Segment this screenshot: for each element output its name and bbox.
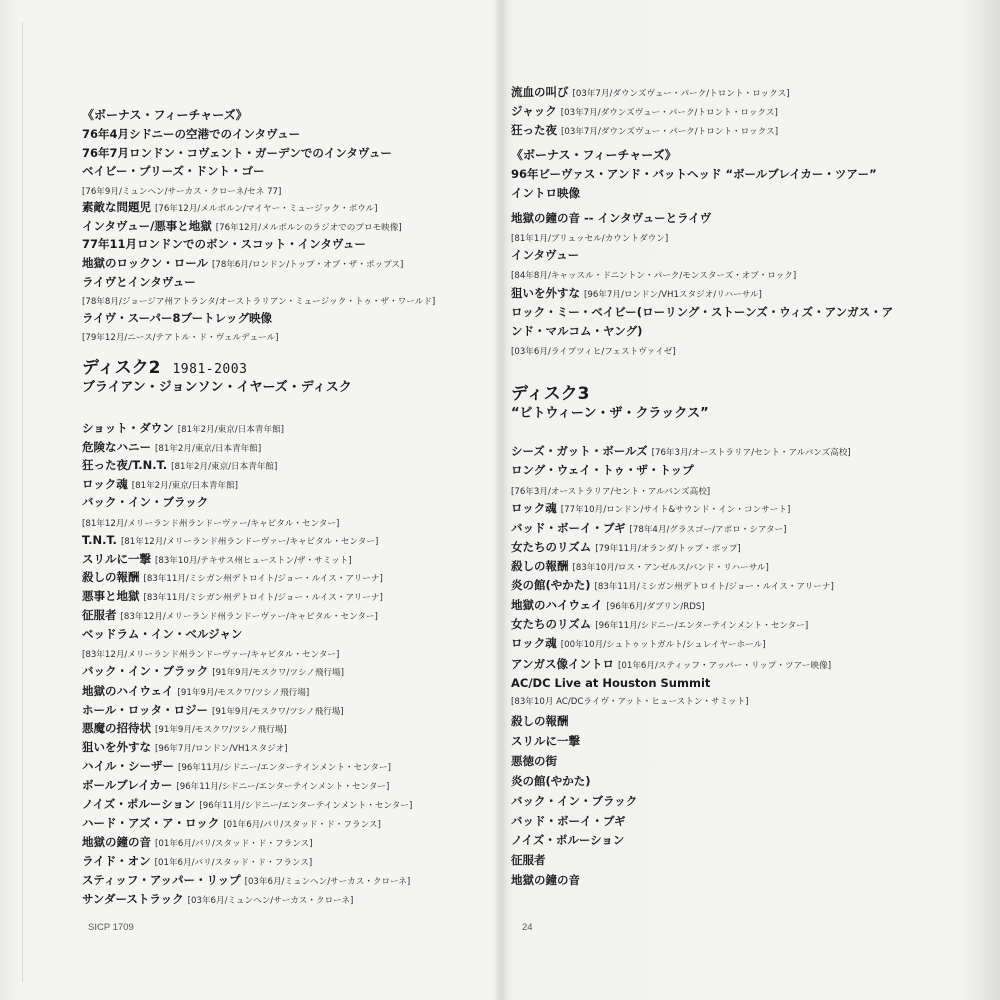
track-line	[511, 443, 851, 461]
track-source: [01年6月/パリ/スタッド・ド・フランス]	[154, 858, 313, 868]
track-title: 危険なハニー	[82, 440, 151, 454]
track-title: バック・イン・ブラック	[511, 794, 638, 808]
track-source: [03年6月/ライプツィヒ/フェストヴァイゼ]	[511, 347, 676, 357]
track-source: [81年2月/東京/日本青年館]	[155, 444, 262, 454]
track-detail-line	[511, 342, 676, 360]
track-source: [03年7月/ダウンズヴュー・パーク/トロント・ロックス]	[561, 127, 779, 137]
track-source: [83年11月/ミシガン州デトロイト/ジョー・ルイス・アリーナ]	[594, 582, 834, 592]
track-source: [91年9月/モスクワ/ツシノ飛行場]	[155, 725, 287, 735]
track-title: アンガス像イントロ	[511, 657, 615, 671]
track-title: ベッドラム・イン・ベルジャン	[82, 627, 243, 641]
track-title: 征服者	[511, 853, 546, 867]
track-title: ロング・ウェイ・トゥ・ザ・トップ	[511, 463, 694, 477]
track-line	[82, 163, 265, 179]
track-line	[82, 607, 378, 625]
track-line	[511, 210, 711, 226]
track-source: [03年7月/ダウンズヴュー・パーク/トロント・ロックス]	[572, 89, 790, 99]
track-line	[511, 285, 762, 303]
track-title: ホール・ロッタ・ロジー	[82, 703, 209, 717]
track-source: [96年6月/ダブリン/RDS]	[606, 602, 705, 612]
track-source: [76年3月/オーストラリア/セント・アルバンズ高校]	[511, 487, 711, 497]
track-title: ロック魂	[511, 636, 557, 650]
track-title: 《ボーナス・フィーチャーズ》	[511, 148, 677, 162]
track-title: インタヴュー	[511, 248, 580, 262]
track-source: [78年4月/グラスゴー/アポロ・シアター]	[629, 525, 787, 535]
track-title: 地獄のハイウェイ	[82, 684, 174, 698]
track-detail-line	[511, 482, 710, 500]
track-line	[82, 236, 366, 252]
track-source: [03年6月/ミュンヘン/サーカス・クローネ]	[244, 877, 411, 887]
track-title: 炎の館(やかた)	[511, 774, 591, 788]
track-source: [81年12月/メリーランド州ランドーヴァー/キャピタル・センター]	[120, 537, 379, 547]
track-line	[511, 500, 790, 518]
track-line	[82, 739, 288, 757]
track-detail-line	[511, 266, 796, 284]
track-line	[82, 872, 410, 890]
track-title: 地獄の鐘の音	[511, 873, 580, 887]
track-detail-line	[82, 182, 281, 200]
track-line	[511, 304, 893, 320]
track-line	[511, 635, 766, 653]
disc3-title: ディスク3	[511, 384, 590, 404]
track-title: 女たちのリズム	[511, 540, 592, 554]
track-title: バック・イン・ブラック	[82, 495, 209, 509]
track-source: [01年6月/パリ/スタッド・ド・フランス]	[155, 839, 313, 849]
track-source: [91年9月/モスクワ/ツシノ飛行場]	[212, 668, 344, 678]
disc3-subtitle: “ビトウィーン・ザ・クラックス”	[511, 406, 709, 421]
track-line	[82, 551, 352, 569]
track-line	[82, 702, 344, 720]
track-title: ノイズ・ポルーション	[511, 833, 625, 847]
track-title: バック・イン・ブラック	[82, 664, 209, 678]
track-source: [83年12月/メリーランド州ランドーヴァー/キャピタル・センター]	[82, 650, 340, 660]
track-line	[511, 713, 569, 729]
track-title: 狙いを外すな	[82, 740, 151, 754]
track-title: ショット・ダウン	[82, 421, 174, 435]
page-number: 24	[522, 922, 533, 933]
track-line	[511, 247, 579, 263]
track-source: [83年11月/ミシガン州デトロイト/ジョー・ルイス・アリーナ]	[143, 593, 383, 603]
track-title: 悪魔の招待状	[82, 721, 151, 735]
track-title: ライヴ・スーパー8ブートレッグ映像	[82, 311, 273, 325]
track-title: ジャック	[511, 104, 557, 118]
track-title: 悪徳の街	[511, 754, 557, 768]
track-title: ライヴとインタヴュー	[82, 275, 196, 289]
track-line	[82, 255, 403, 273]
track-line	[82, 532, 378, 550]
disc2-years: 1981-2003	[172, 362, 248, 377]
track-line	[511, 675, 710, 691]
track-title: 76年7月ロンドン・コヴェント・ガーデンでのインタヴュー	[82, 146, 392, 160]
track-line	[511, 84, 790, 102]
track-title: 狂った夜	[511, 123, 557, 137]
track-source: [01年6月/スティッフ・アッパー・リップ・ツアー映像]	[618, 661, 832, 671]
track-title: 地獄の鐘の音 -- インタヴューとライヴ	[511, 211, 712, 225]
track-title: 殺しの報酬	[82, 570, 140, 584]
left-page	[82, 0, 507, 1000]
track-source: [01年6月/パリ/スタッド・ド・フランス]	[223, 820, 381, 830]
track-source: [84年8月/キャッスル・ドニントン・パーク/モンスターズ・オブ・ロック]	[511, 271, 797, 281]
track-detail-line	[82, 328, 278, 346]
track-line	[511, 656, 831, 674]
track-title: 流血の叫び	[511, 85, 569, 99]
track-line	[82, 476, 238, 494]
track-source: [96年11月/シドニー/エンターテインメント・センター]	[176, 782, 390, 792]
track-source: [81年2月/東京/日本青年館]	[177, 425, 285, 435]
track-detail-line	[82, 514, 339, 532]
track-source: [81年12月/メリーランド州ランドーヴァー/キャピタル・センター]	[82, 519, 340, 529]
track-title: ボールブレイカー	[82, 778, 173, 792]
track-source: [76年9月/ミュンヘン/サーカス・クローネ/セネ 77]	[82, 187, 282, 197]
track-source: [91年9月/モスクワ/ツシノ飛行場]	[212, 707, 344, 717]
track-line	[511, 462, 694, 478]
track-line	[511, 539, 741, 557]
track-source: [96年11月/シドニー/エンターテインメント・センター]	[595, 621, 809, 631]
catalog-number: SICP 1709	[88, 922, 134, 933]
track-line	[511, 558, 769, 576]
section-heading	[511, 147, 677, 163]
track-line	[511, 185, 580, 201]
track-title: シーズ・ガット・ボールズ	[511, 444, 648, 458]
track-title: バッド・ボーイ・ブギ	[511, 814, 626, 828]
track-title: 地獄のロックン・ロール	[82, 256, 209, 270]
track-title: ベイビー・プリーズ・ドント・ゴー	[82, 164, 265, 178]
track-line	[82, 439, 261, 457]
track-source: [96年11月/シドニー/エンターテインメント・センター]	[178, 763, 391, 773]
track-line	[82, 853, 312, 871]
disc2-heading	[82, 358, 247, 380]
track-line	[82, 758, 391, 776]
track-line	[82, 310, 272, 326]
track-title: 77年11月ロンドンでのボン・スコット・インタヴュー	[82, 237, 366, 251]
track-line	[82, 683, 309, 701]
track-title: スティッフ・アッパー・リップ	[82, 873, 241, 887]
track-title: サンダーストラック	[82, 892, 184, 906]
track-line	[511, 166, 877, 182]
track-source: [77年10月/ロンドン/サイト&サウンド・イン・コンサート]	[560, 505, 791, 515]
track-line	[511, 103, 778, 121]
track-line	[82, 588, 383, 606]
track-line	[511, 597, 705, 615]
track-line	[511, 832, 624, 848]
track-source: [79年12月/ニース/テアトル・ド・ヴェルデュール]	[82, 333, 279, 343]
track-detail-line	[511, 692, 749, 710]
track-title: 征服者	[82, 608, 117, 622]
track-source: [76年3月/オーストラリア/セント・アルバンズ高校]	[651, 448, 851, 458]
track-line	[82, 457, 277, 475]
right-page	[511, 0, 931, 1000]
track-source: [81年1月/ブリュッセル/カウントダウン]	[511, 234, 669, 244]
track-title: ハイル・シーザー	[82, 759, 174, 773]
track-line	[82, 815, 381, 833]
track-title: 狙いを外すな	[511, 286, 580, 300]
track-title: ロック・ミー・ベイビー(ローリング・ストーンズ・ウィズ・アンガス・ア	[511, 305, 894, 319]
track-detail-line	[82, 645, 339, 663]
track-line	[82, 626, 242, 642]
track-title: インタヴュー/悪事と地獄	[82, 219, 212, 233]
track-source: [83年10月 AC/DCライヴ・アット・ヒューストン・サミット]	[511, 697, 749, 707]
track-source: [96年11月/シドニー/エンターテインメント・センター]	[199, 801, 413, 811]
track-title: 殺しの報酬	[511, 714, 569, 728]
track-title: 76年4月シドニーの空港でのインタヴュー	[82, 127, 301, 141]
track-source: [83年12月/メリーランド州ランドーヴァー/キャピタル・センター]	[120, 612, 378, 622]
track-source: [81年2月/東京/日本青年館]	[171, 462, 278, 472]
track-source: [83年10月/ロス・アンゼルス/バンド・リハーサル]	[572, 563, 769, 573]
track-title: ノイズ・ポルーション	[82, 797, 196, 811]
track-line	[82, 274, 196, 290]
disc3-heading	[511, 384, 589, 404]
track-source: [03年7月/ダウンズヴュー・パーク/トロント・ロックス]	[560, 108, 778, 118]
track-source: [81年2月/東京/日本青年館]	[131, 481, 239, 491]
track-source: [79年11月/オランダ/トップ・ポップ]	[595, 544, 741, 554]
track-title: 女たちのリズム	[511, 617, 592, 631]
track-line	[82, 663, 344, 681]
track-line	[511, 852, 546, 868]
disc2-title: ディスク2	[82, 358, 161, 378]
track-source: [83年10月/テキサス州ヒューストン/ザ・サミット]	[155, 556, 352, 566]
track-line	[82, 145, 392, 161]
track-title: ロック魂	[511, 501, 557, 515]
track-title: スリルに一撃	[82, 552, 151, 566]
track-line	[511, 773, 591, 789]
track-title: AC/DC Live at Houston Summit	[511, 676, 711, 690]
track-title: 狂った夜/T.N.T.	[82, 458, 168, 472]
track-line	[511, 323, 642, 339]
track-line	[82, 569, 383, 587]
track-detail-line	[511, 229, 668, 247]
track-source: [00年10月/シュトゥットガルト/シュレイヤーホール]	[560, 640, 766, 650]
track-title: 素敵な問題児	[82, 200, 151, 214]
track-title: 96年ビーヴァス・アンド・バットヘッド “ボールブレイカー・ツアー”	[511, 167, 877, 181]
track-line	[511, 577, 834, 595]
track-title: 地獄のハイウェイ	[511, 598, 603, 612]
track-source: [03年6月/ミュンヘン/サーカス・クローネ]	[187, 896, 354, 906]
track-detail-line	[82, 292, 435, 310]
track-line	[82, 834, 313, 852]
track-line	[82, 126, 300, 142]
track-line	[511, 616, 808, 634]
track-title: 炎の館(やかた)	[511, 578, 591, 592]
track-source: [96年7月/ロンドン/VH1スタジオ/リハーサル]	[584, 290, 762, 300]
track-title: 《ボーナス・フィーチャーズ》	[82, 108, 248, 122]
track-line	[82, 891, 353, 909]
track-title: ライド・オン	[82, 854, 151, 868]
track-line	[82, 796, 412, 814]
track-line	[511, 520, 787, 538]
track-source: [91年9月/モスクワ/ツシノ飛行場]	[177, 688, 310, 698]
page-edge	[22, 22, 23, 982]
track-line	[82, 494, 208, 510]
disc2-subtitle: ブライアン・ジョンソン・イヤーズ・ディスク	[82, 380, 352, 395]
track-line	[511, 753, 557, 769]
track-title: ンド・マルコム・ヤング)	[511, 324, 643, 338]
track-source: [78年8月/ジョージア州アトランタ/オーストラリアン・ミュージック・トゥ・ザ・ワールド]	[82, 297, 436, 307]
track-title: 殺しの報酬	[511, 559, 569, 573]
track-source: [78年6月/ロンドン/トップ・オブ・ザ・ポップス]	[212, 260, 404, 270]
track-source: [83年11月/ミシガン州デトロイト/ジョー・ルイス・アリーナ]	[143, 574, 383, 584]
track-line	[82, 420, 284, 438]
track-line	[511, 872, 580, 888]
track-line	[511, 733, 580, 749]
track-line	[82, 720, 287, 738]
track-line	[82, 777, 389, 795]
track-source: [76年12月/メルボルンのラジオでのプロモ映像]	[215, 223, 402, 233]
track-line	[82, 218, 402, 236]
track-line	[511, 813, 626, 829]
track-line	[511, 793, 637, 809]
track-title: スリルに一撃	[511, 734, 580, 748]
track-source: [76年12月/メルボルン/マイヤー・ミュージック・ボウル]	[155, 204, 378, 214]
track-title: T.N.T.	[82, 533, 117, 547]
track-title: 地獄の鐘の音	[82, 835, 151, 849]
track-source: [96年7月/ロンドン/VH1スタジオ]	[155, 744, 288, 754]
track-title: ロック魂	[82, 477, 128, 491]
track-line	[511, 122, 778, 140]
track-title: バッド・ボーイ・ブギ	[511, 521, 626, 535]
track-title: 悪事と地獄	[82, 589, 140, 603]
track-title: イントロ映像	[511, 186, 580, 200]
track-title: ハード・アズ・ア・ロック	[82, 816, 220, 830]
section-heading	[82, 107, 248, 123]
track-line	[82, 199, 377, 217]
